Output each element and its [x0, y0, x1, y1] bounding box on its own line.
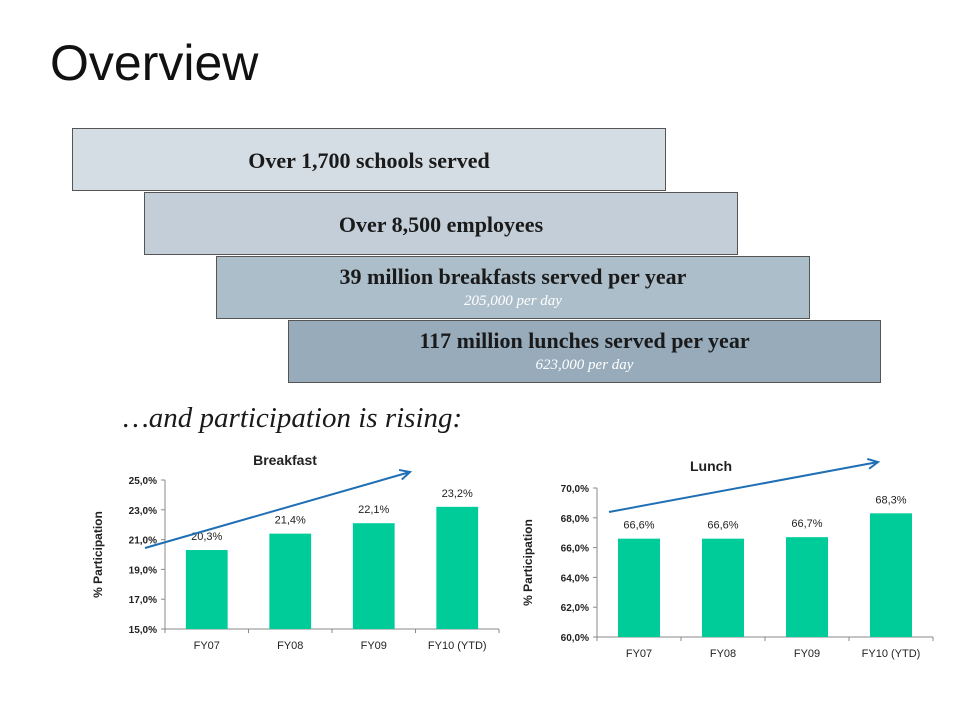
breakfast-x-tick-label: FY09 — [360, 640, 387, 652]
breakfast-data-label: 23,2% — [441, 487, 473, 500]
breakfast-y-tick-label: 15,0% — [128, 625, 157, 636]
lunch-data-label: 68,3% — [875, 494, 907, 507]
lunch-y-tick-label: 68,0% — [560, 513, 589, 525]
participation-rising-text: …and participation is rising: — [123, 402, 463, 434]
lunch-y-axis-label: % Participation — [521, 519, 535, 606]
stat-box-lunches-subtext: 623,000 per day — [535, 357, 634, 373]
stat-box-lunches-text: 117 million lunches served per year — [419, 328, 750, 353]
lunch-x-tick-label: FY09 — [793, 648, 821, 660]
breakfast-data-label: 21,4% — [274, 514, 306, 527]
lunch-x-tick-label: FY10 (YTD) — [861, 648, 921, 660]
breakfast-chart-title: Breakfast — [253, 452, 317, 468]
breakfast-y-tick-label: 21,0% — [128, 535, 157, 547]
breakfast-x-tick-label: FY10 (YTD) — [427, 640, 487, 652]
breakfast-y-axis-label: % Participation — [91, 511, 105, 598]
stat-box-breakfasts-subtext: 205,000 per day — [464, 293, 562, 309]
lunch-y-tick-label: 60,0% — [560, 633, 589, 644]
lunch-bar-fy09 — [786, 537, 828, 637]
breakfast-x-tick-label: FY07 — [193, 640, 220, 652]
lunch-x-tick-label: FY07 — [625, 648, 653, 660]
breakfast-y-tick-label: 25,0% — [128, 476, 157, 487]
lunch-data-label: 66,6% — [707, 519, 739, 532]
lunch-bar-fy10-ytd- — [870, 513, 912, 637]
lunch-data-label: 66,7% — [791, 518, 823, 531]
breakfast-y-tick-label: 23,0% — [128, 505, 157, 517]
lunch-bar-fy08 — [702, 539, 744, 637]
breakfast-data-label: 20,3% — [191, 531, 223, 544]
lunch-y-tick-label: 64,0% — [560, 573, 589, 585]
stat-box-schools-text: Over 1,700 schools served — [248, 148, 490, 173]
lunch-chart-title: Lunch — [690, 458, 732, 474]
stat-box-breakfasts-text: 39 million breakfasts served per year — [339, 264, 687, 289]
breakfast-bar-fy07 — [186, 550, 228, 629]
stat-box-employees-text: Over 8,500 employees — [338, 212, 544, 237]
breakfast-bar-fy08 — [269, 534, 311, 629]
breakfast-y-tick-label: 19,0% — [128, 565, 157, 577]
lunch-y-tick-label: 62,0% — [560, 603, 589, 615]
breakfast-bar-fy10-ytd- — [436, 507, 478, 629]
lunch-y-tick-label: 70,0% — [560, 484, 589, 495]
lunch-y-tick-label: 66,0% — [560, 543, 589, 555]
slide-title: Overview — [50, 35, 259, 91]
lunch-x-tick-label: FY08 — [709, 648, 737, 660]
breakfast-bar-fy09 — [353, 523, 395, 629]
lunch-bar-fy07 — [618, 539, 660, 637]
breakfast-x-tick-label: FY08 — [277, 640, 304, 652]
lunch-trend-arrow — [609, 462, 878, 512]
breakfast-y-tick-label: 17,0% — [128, 595, 157, 607]
lunch-data-label: 66,6% — [623, 519, 655, 532]
breakfast-data-label: 22,1% — [358, 504, 390, 517]
